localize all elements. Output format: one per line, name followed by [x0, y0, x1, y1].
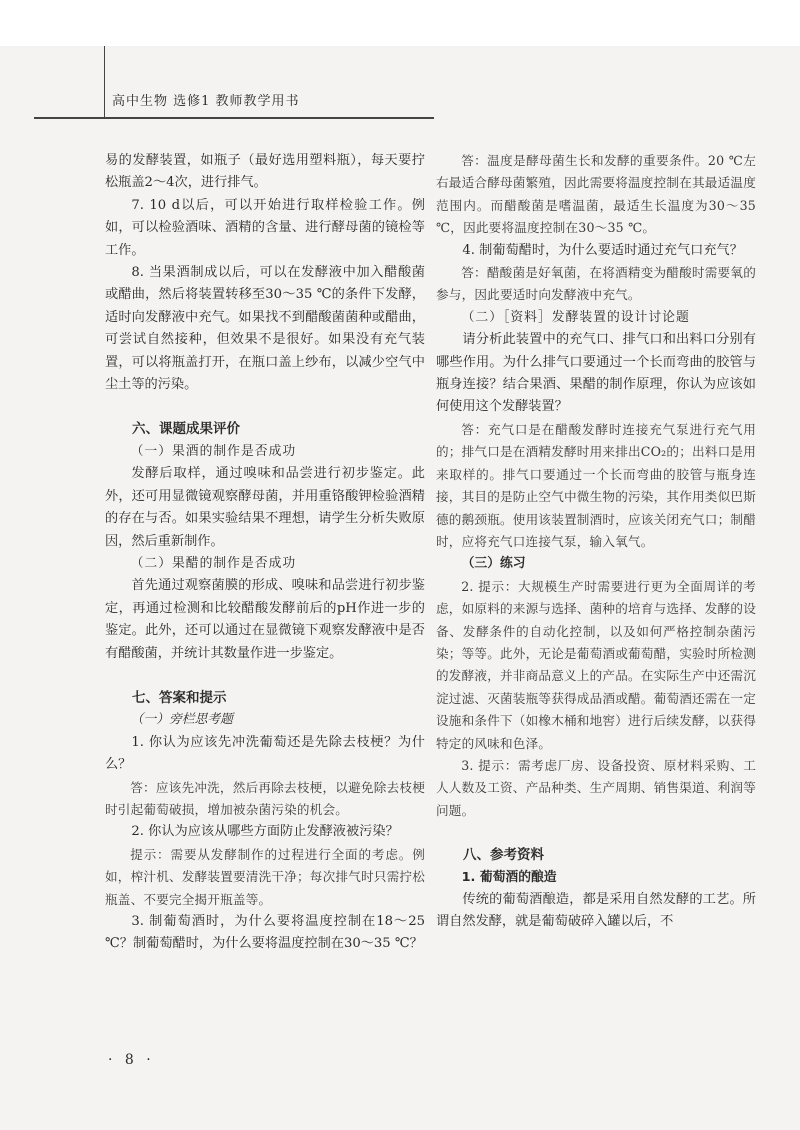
header-horizontal-rule [34, 117, 434, 119]
right-column [436, 150, 756, 934]
paragraph: 发酵后取样，通过嗅味和品尝进行初步鉴定。此外，还可用显微镜观察酵母菌，并用重铬酸钾检验酒精的存在与否。如果实验结果不理想，请学生分析失败原因，然后重新制作。 [105, 466, 425, 549]
question-4: 4. 制葡萄醋时，为什么要适时通过充气口充气？ [462, 242, 743, 258]
section-8-subheading-1: 1. 葡萄酒的酿造 [461, 869, 557, 885]
question-1: 1. 你认为应该先冲洗葡萄还是先除去枝梗？为什么？ [105, 734, 425, 773]
section-7-subheading-3: （三）练习 [461, 556, 526, 572]
paragraph: 首先通过观察菌膜的形成、嗅味和品尝进行初步鉴定，再通过检测和比较醋酸发酵前后的pH作进一步的鉴定。此外，还可以通过在显微镜下观察发酵液中是否有醋酸菌，并统计其数量作进一步鉴定。 [105, 578, 425, 661]
page-number: · 8 · [108, 1052, 155, 1068]
paragraph: 易的发酵装置，如瓶子（最好选用塑料瓶），每天要拧松瓶盖2～4次，进行排气。 [105, 153, 425, 191]
answer-2: 提示：需要从发酵制作的过程进行全面的考虑。例如，榨汁机、发酵装置要清洗干净；每次排气时只需拧松瓶盖、不要完全揭开瓶盖等。 [105, 846, 425, 907]
paragraph: 请分析此装置中的充气口、排气口和出料口分别有哪些作用。为什么排气口要通过一个长而弯曲的胶管与瓶身连接？结合果酒、果醋的制作原理，你认为应该如何使用这个发酵装置？ [436, 332, 756, 415]
question-3: 3. 制葡萄酒时，为什么要将温度控制在18～25 ℃？制葡萄醋时，为什么要将温度控制在30～35 ℃？ [105, 914, 425, 952]
section-6-heading: 六、课题成果评价 [132, 421, 240, 438]
section-8-heading: 八、参考资料 [463, 847, 544, 864]
paragraph-step-7: 7. 10 d以后，可以开始进行取样检验工作。例如，可以检验酒味、酒精的含量、进行酵母菌的镜检等工作。 [105, 197, 425, 258]
exercise-2: 2. 提示：大规模生产时需要进行更为全面周详的考虑，如原料的来源与选择、菌种的培育与选择、发酵的设备、发酵条件的自动化控制，以及如何严格控制杂菌污染；等等。此外，无论是葡萄酒或葡萄醋，实验时所检测的发酵液，并非商品意义上的产品。在实际生产中还需沉淀过滤、灭菌装瓶等获得成品酒或醋。葡萄酒还需在一定设施和条件下（如橡木桶和地窖）进行后续发酵，以获得特定的风味和色泽。 [436, 578, 756, 751]
section-7-heading: 七、答案和提示 [132, 689, 227, 706]
answer-device: 答：充气口是在醋酸发酵时连接充气泵进行充气用的；排气口是在酒精发酵时用来排出CO₂的；出料口是用来取样的。排气口要通过一个长而弯曲的胶管与瓶身连接，其目的是防止空气中微生物的污染，其作用类似巴斯德的鹅颈瓶。使用该装置制酒时，应该关闭充气口；制醋时，应将充气口连接气泵，输入氧气。 [436, 421, 756, 549]
top-margin [0, 0, 800, 46]
header-vertical-rule [104, 46, 105, 118]
paragraph-step-8: 8. 当果酒制成以后，可以在发酵液中加入醋酸菌或醋曲，然后将装置转移至30～35 ℃的条件下发酵，适时向发酵液中充气。如果找不到醋酸菌菌种或醋曲，可尝试自然接种，但效果不是很好。如果没有充气装置，可以将瓶盖打开，在瓶口盖上纱布，以减少空气中尘土等的污染。 [105, 265, 425, 393]
section-6-subheading-2: （二）果醋的制作是否成功 [130, 555, 297, 571]
answer-3: 答：温度是酵母菌生长和发酵的重要条件。20 ℃左右最适合酵母菌繁殖，因此需要将温度控制在其最适温度范围内。而醋酸菌是嗜温菌，最适生长温度为30～35 ℃，因此要将温度控制在30～35 ℃。 [436, 153, 756, 236]
section-7-subheading-2: （二）［资料］发酵装置的设计讨论题 [461, 309, 690, 325]
paragraph: 传统的葡萄酒酿造，都是采用自然发酵的工艺。所谓自然发酵，就是葡萄破碎入罐以后，不 [436, 892, 756, 930]
left-column [105, 150, 425, 956]
exercise-3: 3. 提示：需考虑厂房、设备投资、原材料采购、工人人数及工资、产品种类、生产周期、销售渠道、利润等问题。 [436, 757, 756, 818]
answer-4: 答：醋酸菌是好氧菌，在将酒精变为醋酸时需要氧的参与，因此要适时向发酵液中充气。 [436, 265, 756, 303]
section-7-subheading-1: （一）旁栏思考题 [130, 712, 233, 728]
answer-1: 答：应该先冲洗，然后再除去枝梗，以避免除去枝梗时引起葡萄破损，增加被杂菌污染的机会。 [105, 779, 425, 817]
running-header: 高中生物 选修1 教师教学用书 [112, 94, 300, 109]
question-2: 2. 你认为应该从哪些方面防止发酵液被污染？ [131, 824, 399, 840]
section-6-subheading-1: （一）果酒的制作是否成功 [130, 443, 297, 459]
